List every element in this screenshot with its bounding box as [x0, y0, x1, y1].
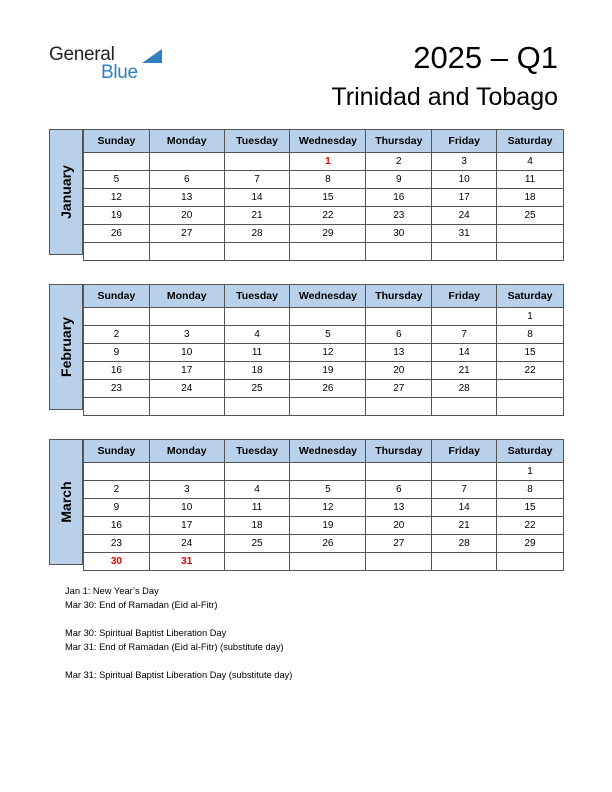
month-table — [83, 439, 564, 571]
day-cell: 2 — [84, 326, 150, 344]
day-cell: 27 — [366, 535, 432, 553]
weekday-header: Thursday — [366, 285, 432, 308]
weekday-header: Saturday — [497, 285, 564, 308]
day-cell — [290, 463, 366, 481]
day-cell — [149, 308, 224, 326]
day-cell — [432, 398, 497, 416]
page-title: 2025 – Q1 — [413, 40, 558, 75]
day-cell: 23 — [366, 207, 432, 225]
week-row — [84, 326, 564, 344]
day-cell: 12 — [290, 499, 366, 517]
day-cell: 5 — [290, 481, 366, 499]
day-cell: 18 — [497, 189, 564, 207]
weekday-header-row — [84, 440, 564, 463]
day-cell: 23 — [84, 380, 150, 398]
week-row — [84, 153, 564, 171]
day-cell — [224, 398, 290, 416]
day-cell: 13 — [366, 344, 432, 362]
day-cell — [290, 398, 366, 416]
logo-triangle-icon — [142, 49, 162, 63]
day-cell: 18 — [224, 517, 290, 535]
day-cell — [84, 308, 150, 326]
week-row — [84, 535, 564, 553]
day-cell: 24 — [149, 535, 224, 553]
week-row — [84, 243, 564, 261]
day-cell — [149, 398, 224, 416]
day-cell: 13 — [366, 499, 432, 517]
day-cell — [432, 308, 497, 326]
month-name: March — [58, 481, 74, 523]
day-cell — [84, 463, 150, 481]
month-label-box — [49, 129, 83, 255]
day-cell: 28 — [432, 535, 497, 553]
day-cell: 8 — [497, 481, 564, 499]
day-cell: 16 — [84, 517, 150, 535]
month-label-box — [49, 284, 83, 410]
month-label-box — [49, 439, 83, 565]
week-row — [84, 225, 564, 243]
holiday-note: Mar 31: Spiritual Baptist Liberation Day (substitute day) — [65, 670, 293, 680]
holiday-note: Mar 30: Spiritual Baptist Liberation Day — [65, 628, 227, 638]
day-cell: 22 — [290, 207, 366, 225]
day-cell — [84, 243, 150, 261]
day-cell: 15 — [497, 499, 564, 517]
day-cell: 1 — [497, 463, 564, 481]
day-cell — [224, 463, 290, 481]
day-cell: 24 — [149, 380, 224, 398]
day-cell: 19 — [84, 207, 150, 225]
weekday-header: Sunday — [84, 130, 150, 153]
logo-word-blue: Blue — [101, 62, 138, 83]
day-cell — [497, 225, 564, 243]
weekday-header-row — [84, 285, 564, 308]
day-cell: 31 — [432, 225, 497, 243]
weekday-header: Saturday — [497, 130, 564, 153]
day-cell: 6 — [149, 171, 224, 189]
weekday-header: Monday — [149, 130, 224, 153]
weekday-header: Tuesday — [224, 130, 290, 153]
week-row — [84, 308, 564, 326]
day-cell: 4 — [224, 326, 290, 344]
day-cell: 17 — [149, 517, 224, 535]
day-cell: 1 — [497, 308, 564, 326]
generalblue-logo — [49, 44, 149, 84]
weekday-header: Wednesday — [290, 285, 366, 308]
day-cell: 10 — [432, 171, 497, 189]
day-cell: 26 — [290, 380, 366, 398]
weekday-header: Thursday — [366, 440, 432, 463]
holiday-note: Mar 31: End of Ramadan (Eid al-Fitr) (substitute day) — [65, 642, 284, 652]
day-cell: 7 — [224, 171, 290, 189]
day-cell: 25 — [497, 207, 564, 225]
day-cell: 21 — [432, 362, 497, 380]
day-cell: 18 — [224, 362, 290, 380]
week-row — [84, 344, 564, 362]
day-cell: 3 — [149, 481, 224, 499]
day-cell — [432, 553, 497, 571]
day-cell: 3 — [432, 153, 497, 171]
day-cell: 11 — [224, 499, 290, 517]
day-cell: 23 — [84, 535, 150, 553]
day-cell — [497, 398, 564, 416]
day-cell: 2 — [84, 481, 150, 499]
day-cell: 21 — [432, 517, 497, 535]
weekday-header: Friday — [432, 440, 497, 463]
day-cell: 20 — [366, 517, 432, 535]
day-cell — [84, 153, 150, 171]
day-cell — [149, 153, 224, 171]
holiday-notes — [65, 584, 292, 682]
day-cell: 29 — [290, 225, 366, 243]
day-cell: 15 — [290, 189, 366, 207]
day-cell: 27 — [149, 225, 224, 243]
week-row — [84, 171, 564, 189]
week-row — [84, 499, 564, 517]
month-name: February — [58, 317, 74, 377]
day-cell: 9 — [84, 344, 150, 362]
day-cell: 16 — [84, 362, 150, 380]
day-cell: 28 — [432, 380, 497, 398]
day-cell — [497, 243, 564, 261]
day-cell — [149, 463, 224, 481]
day-cell: 11 — [224, 344, 290, 362]
day-cell: 12 — [290, 344, 366, 362]
day-cell: 8 — [290, 171, 366, 189]
week-row — [84, 481, 564, 499]
weekday-header: Friday — [432, 285, 497, 308]
week-row — [84, 553, 564, 571]
day-cell: 8 — [497, 326, 564, 344]
day-cell: 14 — [432, 499, 497, 517]
day-cell — [224, 308, 290, 326]
day-cell: 1 — [290, 153, 366, 171]
month-table — [83, 284, 564, 416]
day-cell: 22 — [497, 362, 564, 380]
day-cell: 6 — [366, 481, 432, 499]
day-cell: 19 — [290, 362, 366, 380]
day-cell — [366, 463, 432, 481]
day-cell — [497, 380, 564, 398]
day-cell — [149, 243, 224, 261]
weekday-header: Tuesday — [224, 285, 290, 308]
week-row — [84, 517, 564, 535]
month-march — [49, 439, 564, 565]
weekday-header: Monday — [149, 285, 224, 308]
day-cell: 26 — [84, 225, 150, 243]
day-cell: 2 — [366, 153, 432, 171]
week-row — [84, 380, 564, 398]
day-cell: 5 — [290, 326, 366, 344]
country-name: Trinidad and Tobago — [331, 83, 558, 111]
day-cell: 12 — [84, 189, 150, 207]
day-cell: 21 — [224, 207, 290, 225]
day-cell: 13 — [149, 189, 224, 207]
month-name: January — [58, 165, 74, 219]
day-cell — [84, 398, 150, 416]
month-february — [49, 284, 564, 410]
day-cell: 14 — [432, 344, 497, 362]
day-cell — [497, 553, 564, 571]
day-cell — [290, 553, 366, 571]
weekday-header: Sunday — [84, 285, 150, 308]
day-cell: 25 — [224, 380, 290, 398]
day-cell: 24 — [432, 207, 497, 225]
day-cell: 14 — [224, 189, 290, 207]
day-cell — [366, 308, 432, 326]
day-cell — [290, 243, 366, 261]
week-row — [84, 207, 564, 225]
holiday-note — [65, 612, 292, 626]
weekday-header: Wednesday — [290, 440, 366, 463]
day-cell: 3 — [149, 326, 224, 344]
day-cell: 28 — [224, 225, 290, 243]
day-cell: 30 — [366, 225, 432, 243]
day-cell: 25 — [224, 535, 290, 553]
week-row — [84, 398, 564, 416]
day-cell — [224, 553, 290, 571]
day-cell: 22 — [497, 517, 564, 535]
day-cell — [366, 553, 432, 571]
day-cell: 15 — [497, 344, 564, 362]
day-cell: 30 — [84, 553, 150, 571]
day-cell: 4 — [224, 481, 290, 499]
day-cell — [224, 153, 290, 171]
day-cell: 10 — [149, 499, 224, 517]
month-table — [83, 129, 564, 261]
weekday-header-row — [84, 130, 564, 153]
day-cell: 20 — [149, 207, 224, 225]
week-row — [84, 463, 564, 481]
day-cell: 11 — [497, 171, 564, 189]
logo-word-general: General — [49, 44, 115, 65]
day-cell — [290, 308, 366, 326]
day-cell: 9 — [84, 499, 150, 517]
day-cell — [366, 243, 432, 261]
week-row — [84, 189, 564, 207]
day-cell: 17 — [432, 189, 497, 207]
week-row — [84, 362, 564, 380]
day-cell: 17 — [149, 362, 224, 380]
weekday-header: Saturday — [497, 440, 564, 463]
day-cell: 27 — [366, 380, 432, 398]
holiday-note: Mar 30: End of Ramadan (Eid al-Fitr) — [65, 600, 218, 610]
day-cell — [366, 398, 432, 416]
day-cell: 10 — [149, 344, 224, 362]
weekday-header: Friday — [432, 130, 497, 153]
weekday-header: Wednesday — [290, 130, 366, 153]
holiday-note: Jan 1: New Year’s Day — [65, 586, 159, 596]
day-cell: 7 — [432, 481, 497, 499]
holiday-note — [65, 654, 292, 668]
day-cell: 20 — [366, 362, 432, 380]
weekday-header: Sunday — [84, 440, 150, 463]
day-cell — [432, 463, 497, 481]
day-cell: 5 — [84, 171, 150, 189]
day-cell: 9 — [366, 171, 432, 189]
weekday-header: Monday — [149, 440, 224, 463]
day-cell: 31 — [149, 553, 224, 571]
day-cell: 7 — [432, 326, 497, 344]
weekday-header: Tuesday — [224, 440, 290, 463]
day-cell — [224, 243, 290, 261]
day-cell: 16 — [366, 189, 432, 207]
day-cell: 19 — [290, 517, 366, 535]
day-cell: 26 — [290, 535, 366, 553]
day-cell: 29 — [497, 535, 564, 553]
day-cell — [432, 243, 497, 261]
weekday-header: Thursday — [366, 130, 432, 153]
day-cell: 4 — [497, 153, 564, 171]
month-january — [49, 129, 564, 255]
day-cell: 6 — [366, 326, 432, 344]
